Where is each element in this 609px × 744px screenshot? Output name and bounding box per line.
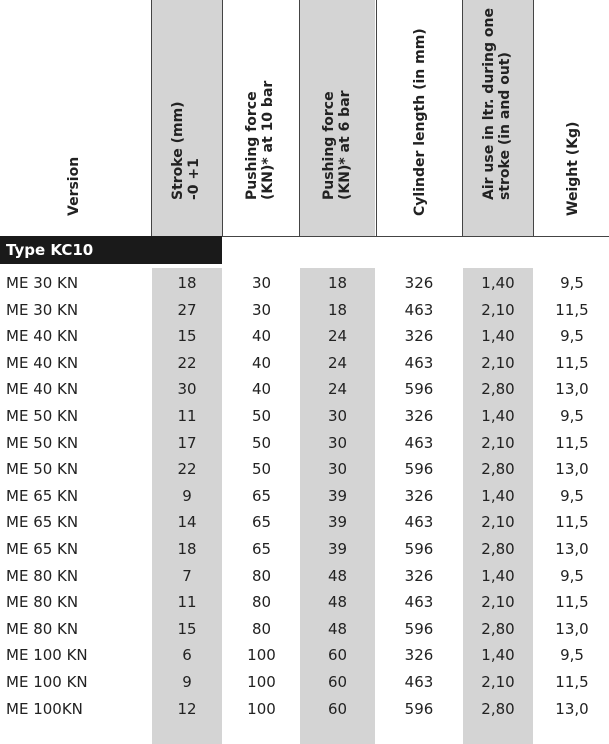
cell-force-10bar: 40 [251,327,272,346]
cell-force-6bar: 30 [327,460,348,479]
table-row [0,669,609,695]
cell-air-use: 2,10 [481,353,515,372]
cell-stroke: 15 [177,327,197,346]
header-divider [299,0,300,236]
cell-version: ME 100 KN [6,673,88,691]
cell-force-6bar: 60 [327,646,348,665]
cell-force-10bar: 40 [251,353,272,372]
cell-stroke: 22 [177,353,197,372]
cell-air-use: 1,40 [481,407,515,425]
cell-cylinder-length: 596 [404,619,434,638]
cell-version: ME 100KN [6,699,83,718]
table-row [0,563,609,589]
cell-force-6bar: 60 [327,699,348,718]
cell-cylinder-length: 326 [404,327,434,346]
cell-weight: 13,0 [555,619,589,638]
cell-force-10bar: 30 [251,274,272,292]
cell-air-use: 1,40 [481,566,515,585]
cell-cylinder-length: 463 [404,433,434,452]
cell-stroke: 22 [177,460,197,479]
cell-stroke: 15 [177,619,197,638]
header-divider [151,0,152,236]
table-row [0,456,609,482]
table-row [0,642,609,668]
cell-cylinder-length: 463 [404,300,434,319]
cell-stroke: 17 [177,433,197,452]
cell-cylinder-length: 463 [404,353,434,372]
cell-air-use: 2,10 [481,300,515,319]
table-row [0,403,609,429]
cell-version: ME 80 KN [6,566,79,585]
table-row [0,483,609,509]
cell-force-10bar: 100 [247,699,276,718]
cell-force-10bar: 80 [251,593,272,612]
cell-force-6bar: 48 [327,593,348,612]
cell-stroke: 12 [177,699,197,718]
cell-cylinder-length: 463 [404,593,434,612]
cell-force-10bar: 30 [251,300,272,319]
table-row [0,350,609,376]
cell-cylinder-length: 326 [404,407,434,425]
cell-version: ME 65 KN [6,486,79,505]
cell-version: ME 40 KN [6,353,79,372]
cell-cylinder-length: 463 [404,673,434,691]
cell-force-10bar: 65 [251,486,272,505]
cell-air-use: 2,10 [481,593,515,612]
cell-air-use: 2,80 [481,460,515,479]
cell-force-10bar: 50 [251,433,272,452]
cell-force-10bar: 100 [247,646,276,665]
table-row [0,430,609,456]
cell-stroke: 18 [177,274,197,292]
cell-weight: 11,5 [555,593,589,612]
table-row [0,616,609,642]
cell-cylinder-length: 326 [404,566,434,585]
table-row [0,376,609,402]
table-row [0,589,609,615]
cell-weight: 9,5 [560,274,584,292]
cell-cylinder-length: 596 [404,540,434,558]
cell-weight: 11,5 [555,353,589,372]
cell-weight: 9,5 [560,646,584,665]
cell-weight: 13,0 [555,460,589,479]
cell-stroke: 6 [182,646,192,665]
cell-version: ME 30 KN [6,274,79,292]
cell-air-use: 2,10 [481,673,515,691]
cell-cylinder-length: 596 [404,460,434,479]
cell-weight: 9,5 [560,566,584,585]
cell-version: ME 100 KN [6,646,88,665]
type-label: Type KC10 [0,236,222,264]
table-row [0,509,609,535]
cell-version: ME 50 KN [6,460,79,479]
cell-air-use: 2,80 [481,699,515,718]
cell-weight: 11,5 [555,513,589,532]
cell-air-use: 2,80 [481,380,515,399]
cell-stroke: 7 [182,566,192,585]
cell-force-6bar: 39 [327,513,348,532]
cell-weight: 13,0 [555,380,589,399]
cell-stroke: 18 [177,540,197,558]
cell-cylinder-length: 326 [404,486,434,505]
table-row [0,696,609,722]
table-row [0,297,609,323]
cell-force-10bar: 80 [251,619,272,638]
header-divider [376,0,377,236]
cell-weight: 9,5 [560,327,584,346]
table-row [0,323,609,349]
cell-stroke: 27 [177,300,197,319]
cell-force-10bar: 100 [247,673,276,691]
cell-air-use: 2,10 [481,513,515,532]
cell-force-6bar: 39 [327,540,348,558]
cell-force-6bar: 18 [327,274,348,292]
cell-weight: 9,5 [560,407,584,425]
cell-air-use: 2,80 [481,540,515,558]
cell-air-use: 2,10 [481,433,515,452]
header-divider [533,0,534,236]
cell-air-use: 1,40 [481,486,515,505]
cell-weight: 9,5 [560,486,584,505]
cell-stroke: 11 [177,407,197,425]
cell-stroke: 30 [177,380,197,399]
cell-force-10bar: 80 [251,566,272,585]
cell-version: ME 80 KN [6,619,79,638]
cell-version: ME 65 KN [6,540,79,558]
cell-force-10bar: 50 [251,407,272,425]
cell-cylinder-length: 326 [404,646,434,665]
cell-force-6bar: 48 [327,619,348,638]
table-row [0,536,609,562]
cell-air-use: 1,40 [481,327,515,346]
cell-stroke: 9 [182,486,192,505]
cell-weight: 13,0 [555,699,589,718]
cell-version: ME 50 KN [6,433,79,452]
cell-force-10bar: 65 [251,540,272,558]
cell-force-6bar: 24 [327,327,348,346]
cell-cylinder-length: 596 [404,699,434,718]
cell-cylinder-length: 463 [404,513,434,532]
cell-cylinder-length: 326 [404,274,434,292]
cell-air-use: 2,80 [481,619,515,638]
cell-force-10bar: 50 [251,460,272,479]
cell-stroke: 9 [182,673,192,691]
table-row [0,270,609,296]
cell-version: ME 50 KN [6,407,79,425]
cell-force-10bar: 40 [251,380,272,399]
cell-stroke: 14 [177,513,197,532]
cell-force-6bar: 18 [327,300,348,319]
cell-force-6bar: 39 [327,486,348,505]
header-divider [462,0,463,236]
cell-weight: 11,5 [555,673,589,691]
cell-force-10bar: 65 [251,513,272,532]
cell-version: ME 40 KN [6,380,79,399]
cell-force-6bar: 30 [327,407,348,425]
cell-cylinder-length: 596 [404,380,434,399]
cell-force-6bar: 60 [327,673,348,691]
cell-force-6bar: 48 [327,566,348,585]
cell-stroke: 11 [177,593,197,612]
cell-weight: 13,0 [555,540,589,558]
cell-version: ME 30 KN [6,300,79,319]
cell-version: ME 65 KN [6,513,79,532]
cell-force-6bar: 24 [327,353,348,372]
cell-weight: 11,5 [555,300,589,319]
cell-weight: 11,5 [555,433,589,452]
cell-air-use: 1,40 [481,274,515,292]
cell-version: ME 80 KN [6,593,79,612]
cell-air-use: 1,40 [481,646,515,665]
cell-version: ME 40 KN [6,327,79,346]
header-divider [222,0,223,236]
cell-force-6bar: 24 [327,380,348,399]
cell-force-6bar: 30 [327,433,348,452]
